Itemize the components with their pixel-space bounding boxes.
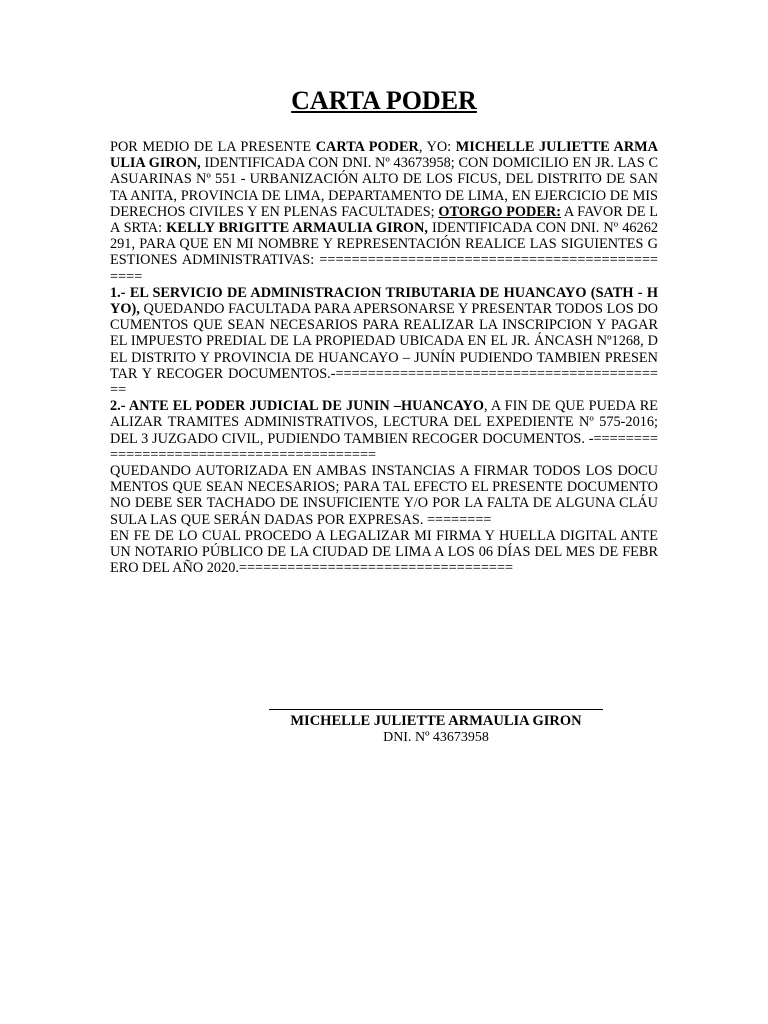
grantee-name: KELLY BRIGITTE ARMAULIA GIRON,	[166, 220, 428, 237]
paragraph-item-1	[110, 285, 658, 398]
text-fragment: A FAVOR DE LA SRTA:	[110, 203, 658, 237]
grantor-name: MICHELLE JULIETTE ARMAULIA GIRON,	[110, 139, 658, 172]
text-fragment: EN FE DE LO CUAL PROCEDO A LEGALIZAR MI FIRMA Y HUELLA DIGITAL ANTE UN NOTARIO PÚBLICO DE LA CIUDAD DE LIMA A LOS 06 DÍAS DEL MES DE FEBRERO DEL AÑO 2020.==================================	[110, 527, 658, 577]
bold-text: CARTA PODER	[315, 139, 419, 155]
item-2-heading: 2.- ANTE EL PODER JUDICIAL DE JUNIN –HUANCAYO	[110, 398, 484, 415]
paragraph-intro	[110, 139, 658, 285]
text-fragment: IDENTIFICADA CON DNI. Nº 43673958; CON DOMICILIO EN JR. LAS CASUARINAS Nº 551 - URBANIZACIÓN ALTO DE LOS FICUS, DEL DISTRITO DE SANTA ANITA, PROVINCIA DE LIMA, DEPARTAMENTO DE LIMA, EN EJERCICIO DE MIS DERECHOS CIVILES Y EN PLENAS FACULTADES;	[110, 155, 658, 220]
otorgo-poder-label: OTORGO PODER:	[438, 203, 561, 220]
text-fragment: QUEDANDO AUTORIZADA EN AMBAS INSTANCIAS A FIRMAR TODOS LOS DOCUMENTOS QUE SEAN NECESARIOS; PARA TAL EFECTO EL PRESENTE DOCUMENTO NO DEBE SER TACHADO DE INSUFICIENTE Y/O POR LA FALTA DE ALGUNA CLÁUSULA LAS QUE SERÁN DADAS POR EXPRESAS. ========	[110, 463, 658, 528]
item-1-heading: 1.- EL SERVICIO DE ADMINISTRACION TRIBUTARIA DE HUANCAYO (SATH - HYO),	[110, 284, 658, 318]
paragraph-authorization	[110, 463, 658, 528]
text-fragment: , YO:	[418, 139, 456, 155]
paragraph-closing	[110, 528, 658, 576]
signature-name: MICHELLE JULIETTE ARMAULIA GIRON	[290, 713, 582, 729]
signature-dni: DNI. Nº 43673958	[383, 730, 489, 745]
document-body	[110, 139, 658, 576]
text-fragment: IDENTIFICADA CON DNI. Nº 46262291, PARA QUE EN MI NOMBRE Y REPRESENTACIÓN REALICE LAS SIGUIENTES GESTIONES ADMINISTRATIVAS: ==============================================	[110, 220, 658, 285]
page-title: CARTA PODER	[291, 86, 477, 115]
text-fragment: POR MEDIO DE LA PRESENTE	[110, 139, 316, 155]
paragraph-item-2	[110, 398, 658, 463]
text-fragment: , A FIN DE QUE PUEDA REALIZAR TRAMITES ADMINISTRATIVOS, LECTURA DEL EXPEDIENTE Nº 575-2016; DEL 3 JUZGADO CIVIL, PUDIENDO TAMBIEN RECOGER DOCUMENTOS. -=========================================	[110, 398, 658, 463]
signature-line	[269, 709, 603, 710]
text-fragment: QUEDANDO FACULTADA PARA APERSONARSE Y PRESENTAR TODOS LOS DOCUMENTOS QUE SEAN NECESARIOS PARA REALIZAR LA INSCRIPCION Y PAGAR EL IMPUESTO PREDIAL DE LA PROPIEDAD UBICADA EN EL JR. ÁNCASH Nº1268, DEL DISTRITO Y PROVINCIA DE HUANCAYO – JUNÍN PUDIENDO TAMBIEN PRESENTAR Y RECOGER DOCUMENTOS.-==========================================	[110, 301, 658, 399]
